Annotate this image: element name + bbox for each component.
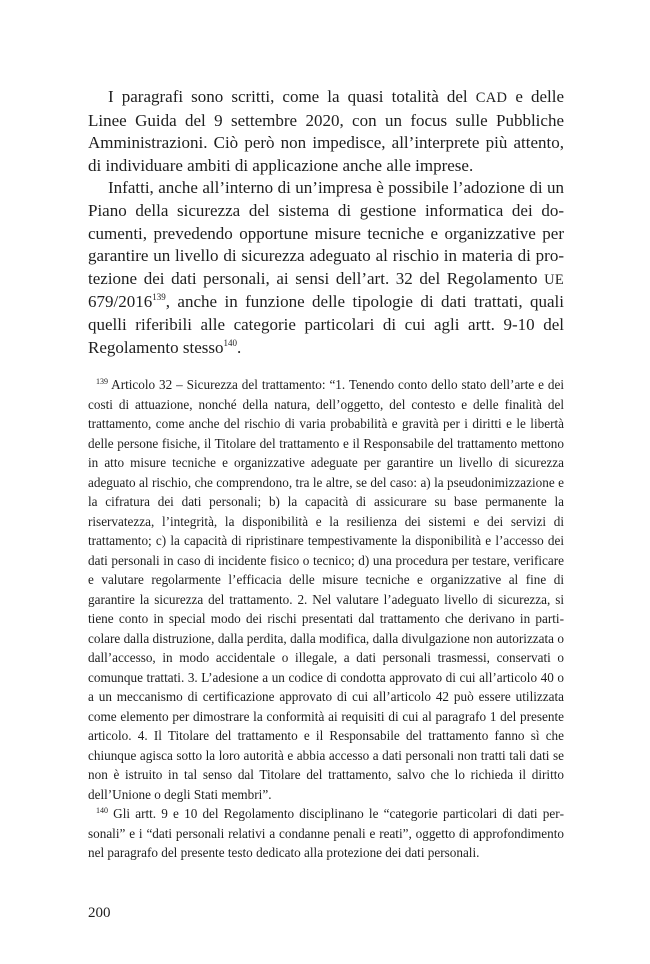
text-run: I paragrafi sono scritti, come la quasi totalità del bbox=[108, 87, 476, 106]
page-number: 200 bbox=[88, 905, 111, 921]
footnote-number: 139 bbox=[96, 377, 108, 386]
acronym-text: UE bbox=[544, 271, 564, 288]
footnote-reference: 140 bbox=[223, 337, 238, 348]
footnote-number: 140 bbox=[96, 806, 108, 815]
footnotes bbox=[88, 375, 564, 863]
body-paragraph bbox=[88, 177, 564, 359]
footnote-text: Gli artt. 9 e 10 del Regolamento disciplinano le “categorie particolari di dati personali” e i “dati personali relativi a condanne penali e reati”, oggetto di approfondimento nel paragrafo del presente testo dedicato alla protezione dei dati personali. bbox=[88, 806, 564, 860]
acronym-text: CAD bbox=[475, 90, 508, 106]
footnote-reference: 139 bbox=[152, 292, 166, 303]
text-run: Infatti, anche all’interno di un’impresa è possibile l’adozione di un Piano della sicurezza del sistema di gestione informatica dei documenti, prevedendo opportune misure tecniche e organizzative per garantire un livello di sicurezza adeguato al rischio in materia di protezione dei dati personali, ai sensi dell’art. 32 del Regolamento bbox=[88, 178, 564, 288]
footnote bbox=[88, 804, 564, 863]
body-paragraph bbox=[88, 86, 564, 177]
text-run: 679/2016 bbox=[88, 292, 153, 312]
text-run: . bbox=[237, 337, 242, 357]
footnote-text: Articolo 32 – Sicurezza del trattamento: “1. Tenendo conto dello stato dell’arte e dei costi di attuazione, nonché della natura, dell’oggetto, del contesto e delle finalità del trattamento, come anche del rischio di varia probabilità e gravità per i diritti e le libertà delle persone fisiche, il Titolare del trattamento e il Responsabile del trattamento mettono in atto misure tecniche e organizzative adeguate per garantire un livello di sicurezza adeguato al rischio, che comprendono, tra le altre, se del caso: a) la pseudonimizzazione e la cifratura dei dati personali; b) la capacità di assicurare su base permanente la riservatezza, l’integrità, la disponibilità e la resilienza dei sistemi e dei servizi di trattamento; c) la capacità di ripristinare tempestivamente la disponibilità e l’accesso dei dati personali in caso di incidente fisico o tecnico; d) una procedura per testare, verificare e valutare regolarmente l’efficacia delle misure tecniche e organizzative al fine di garantire la sicurezza del trattamento. 2. Nel valutare l’adeguato livello di sicurezza, si tiene conto in special modo dei rischi presentati dal trattamento che derivano in particolare dalla distruzione, dalla perdita, dalla modifica, dalla divulgazione non autorizzata o dall’accesso, in modo accidentale o illegale, a dati personali trasmessi, conservati o comunque trattati. 3. L’adesione a un codice di condotta approvato di cui all’articolo 40 o a un meccanismo di certificazione approvato di cui all’articolo 42 può essere utilizzata come elemento per dimostrare la conformità ai requisiti di cui al paragrafo 1 del presente articolo. 4. Il Titolare del trattamento e il Responsabile del trattamento fanno sì che chiunque agisca sotto la loro autorità e abbia accesso a dati personali non tratti tali dati se non è istruito in tal senso dal Titolare del trattamento, salvo che lo richieda il diritto dell’Unione o degli Stati membri”. bbox=[88, 377, 564, 802]
footnote bbox=[88, 375, 564, 804]
text-run: , anche in funzione delle tipologie di dati trattati, quali quelli riferibili alle categorie particolari di cui agli artt. 9-10 del Regolamento stesso bbox=[88, 292, 564, 357]
main-text bbox=[88, 86, 564, 359]
text-run: e delle Linee Guida del 9 settembre 2020, con un focus sulle Pubbliche Amministrazioni. Ciò però non impedisce, all’interprete più attento, di individuare ambiti di applicazione anche alle imprese. bbox=[88, 87, 564, 175]
